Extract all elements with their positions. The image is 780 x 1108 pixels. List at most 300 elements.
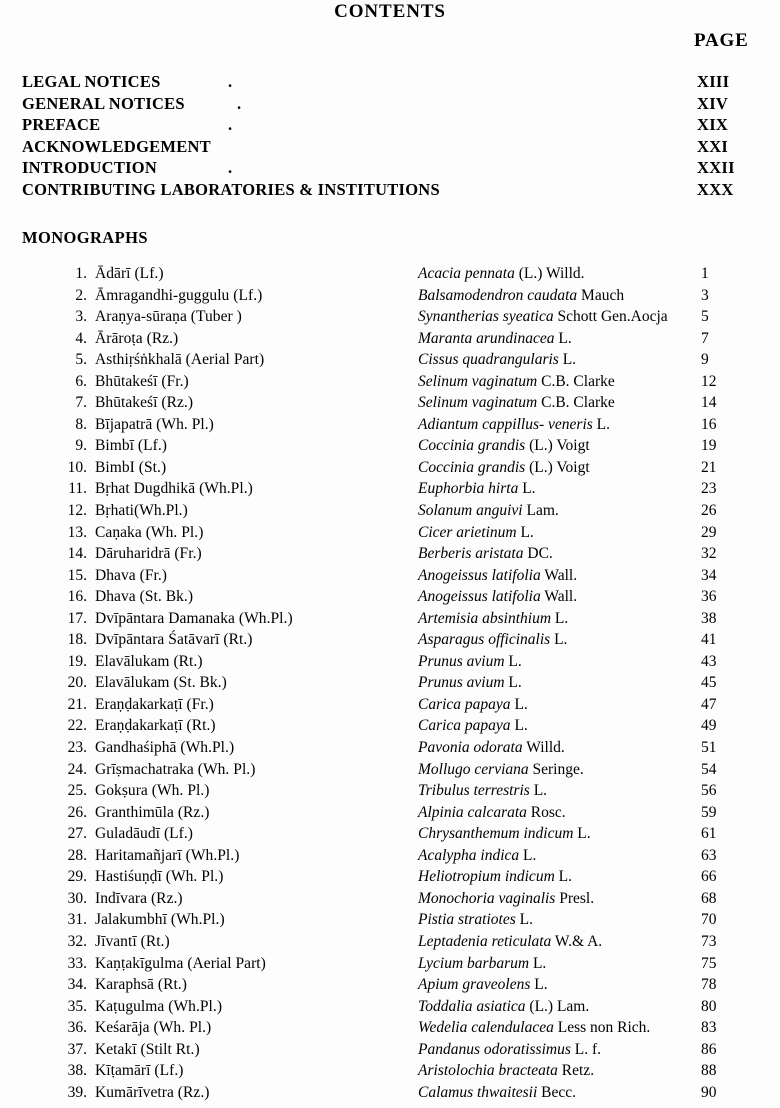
monograph-authority: L. [558,329,572,347]
monograph-page-number: 59 [701,803,717,821]
monograph-row[interactable] [0,330,780,352]
monograph-sanskrit-name: Ārāroṭa (Rz.) [95,329,179,347]
monograph-authority: L. [514,695,528,713]
monograph-authority: Rosc. [530,803,566,821]
monograph-binomial: Balsamodendron caudata [418,286,578,304]
monograph-sanskrit-name: Granthimūla (Rz.) [95,803,210,821]
monograph-index: 2. [75,286,87,304]
front-matter-label: PREFACE [22,115,101,135]
monograph-authority: L. [532,954,547,972]
front-matter-label: GENERAL NOTICES [22,93,185,113]
monograph-authority: Schott Gen.Aocja [557,308,668,326]
monograph-scientific-name [418,1041,601,1059]
monograph-index: 33. [67,954,87,972]
monograph-page-number: 47 [701,695,717,713]
monograph-scientific-name [418,502,559,520]
monograph-index: 32. [67,932,87,950]
monograph-index: 12. [67,502,87,520]
monograph-authority: L. [523,846,537,864]
front-matter-label: CONTRIBUTING LABORATORIES & INSTITUTIONS [22,179,440,199]
monograph-sanskrit-name: Bhūtakeśī (Rz.) [95,394,194,412]
front-matter-row[interactable] [22,137,762,159]
front-matter-page-number: XXII [697,158,735,178]
monograph-binomial: Pandanus odoratissimus [418,1040,571,1058]
monograph-binomial: Acalypha indica [418,846,520,864]
page-column-heading: PAGE [694,30,749,51]
monograph-sanskrit-name: Bṛhat Dugdhikā (Wh.Pl.) [95,480,253,498]
monograph-authority: L. [577,825,591,843]
monograph-binomial: Cicer arietinum [418,523,517,541]
monograph-page-number: 75 [701,954,717,972]
monograph-binomial: Aristolochia bracteata [418,1062,558,1080]
monograph-authority: L. [520,523,534,541]
monograph-scientific-name [418,265,585,283]
monographs-heading: MONOGRAPHS [22,228,148,247]
monograph-scientific-name [418,1019,650,1037]
monograph-scientific-name [418,1062,594,1080]
monograph-row[interactable] [0,868,780,890]
monograph-index: 24. [67,760,87,778]
monograph-binomial: Selinum vaginatum [418,372,538,390]
monograph-binomial: Lycium barbarum [418,954,530,972]
monograph-row[interactable] [0,696,780,718]
monograph-index: 35. [67,997,87,1015]
monograph-sanskrit-name: Araṇya-sūraṇa (Tuber ) [95,308,242,326]
monograph-authority: Becc. [541,1083,577,1101]
monograph-page-number: 29 [701,523,717,541]
monograph-index: 3. [75,308,87,326]
monograph-row[interactable] [0,588,780,610]
monograph-sanskrit-name: Grīṣmachatraka (Wh. Pl.) [95,760,256,778]
monograph-binomial: Alpinia calcarata [418,803,527,821]
monograph-scientific-name [418,524,534,542]
monograph-index: 9. [75,437,87,455]
monograph-binomial: Chrysanthemum indicum [418,825,574,843]
front-matter-row[interactable] [22,115,762,137]
page-title: CONTENTS [334,1,446,22]
monograph-authority: L. [558,868,572,886]
monograph-authority: L. [554,631,568,649]
monograph-row[interactable] [0,373,780,395]
monograph-scientific-name [418,847,536,865]
monograph-binomial: Anogeissus latifolia [418,566,541,584]
monograph-index: 21. [67,695,87,713]
monograph-sanskrit-name: Elavālukam (Rt.) [95,652,203,670]
monograph-index: 34. [67,976,87,994]
monograph-binomial: Euphorbia hirta [418,480,519,498]
leader-dot: . [228,72,233,91]
monograph-authority: L. [519,911,533,929]
monograph-index: 8. [75,415,87,433]
monograph-sanskrit-name: BimbI (St.) [95,458,167,476]
monograph-binomial: Wedelia calendulacea [418,1019,554,1037]
monograph-index: 26. [67,803,87,821]
monograph-sanskrit-name: Hastiśuṇḍī (Wh. Pl.) [95,868,224,886]
monograph-page-number: 34 [701,566,717,584]
monograph-authority: Mauch [581,286,625,304]
monograph-authority: Retz. [561,1062,595,1080]
monograph-binomial: Apium graveolens [418,976,531,994]
monograph-authority: L. [534,976,548,994]
monograph-sanskrit-name: Bījapatrā (Wh. Pl.) [95,415,214,433]
monograph-index: 13. [67,523,87,541]
monograph-page-number: 78 [701,976,717,994]
monograph-binomial: Coccinia grandis [418,437,526,455]
monograph-row[interactable] [0,416,780,438]
front-matter-row[interactable] [22,180,762,202]
leader-dot: . [237,93,242,113]
monograph-sanskrit-name: Karaphsā (Rt.) [95,976,187,994]
monograph-index: 25. [67,782,87,800]
monograph-authority: W.& A. [554,932,603,950]
monograph-authority: (L.) Willd. [518,265,585,282]
monograph-page-number: 66 [701,868,717,886]
monograph-row[interactable] [0,847,780,869]
monograph-binomial: Acacia pennata [418,265,515,282]
monograph-row[interactable] [0,739,780,761]
monograph-scientific-name [418,437,590,455]
monograph-sanskrit-name: Caṇaka (Wh. Pl.) [95,523,204,541]
monograph-authority: L. f. [574,1040,602,1058]
monograph-index: 16. [67,588,87,606]
monograph-row[interactable] [0,265,780,287]
monograph-row[interactable] [0,567,780,589]
monograph-sanskrit-name: Eraṇḍakarkaṭī (Fr.) [95,695,214,713]
monograph-binomial: Prunus avium [418,674,505,692]
monograph-page-number: 3 [701,286,709,304]
monograph-page-number: 68 [701,889,717,907]
monograph-page-number: 73 [701,932,717,950]
monograph-row[interactable] [0,804,780,826]
monograph-page-number: 49 [701,717,717,735]
monograph-scientific-name [418,287,624,305]
front-matter-list [22,72,762,202]
monograph-index: 29. [67,868,87,886]
monograph-scientific-name [418,416,610,434]
monograph-page-number: 26 [701,502,717,520]
monograph-page-number: 9 [701,351,709,369]
monograph-authority: L. [522,480,536,498]
front-matter-label: ACKNOWLEDGEMENT [22,136,211,156]
monograph-index: 22. [67,717,87,735]
monograph-scientific-name [418,782,547,800]
monograph-index: 28. [67,846,87,864]
monograph-index: 11. [68,480,87,498]
monograph-index: 38. [67,1062,87,1080]
front-matter-page-number: XIII [697,72,730,91]
monograph-page-number: 90 [701,1083,717,1101]
monograph-index: 18. [67,631,87,649]
monograph-binomial: Calamus thwaitesii [418,1083,538,1101]
monograph-row[interactable] [0,308,780,330]
monograph-row[interactable] [0,1041,780,1063]
monograph-authority: Willd. [526,739,565,757]
monograph-scientific-name [418,717,528,735]
monograph-binomial: Heliotropium indicum [418,868,555,886]
monograph-authority: L. [508,674,522,692]
monograph-authority: Wall. [544,588,578,606]
monograph-row[interactable] [0,545,780,567]
monograph-authority: Less non Rich. [557,1019,651,1037]
monograph-authority: L. [533,782,548,800]
monograph-sanskrit-name: Dāruharidrā (Fr.) [95,545,202,563]
monograph-row[interactable] [0,631,780,653]
monograph-binomial: Artemisia absinthium [418,609,552,627]
monograph-binomial: Cissus quadrangularis [418,351,559,369]
monograph-authority: L. [508,652,522,670]
monograph-binomial: Asparagus officinalis [418,631,551,649]
monograph-row[interactable] [0,717,780,739]
monograph-row[interactable] [0,976,780,998]
monograph-sanskrit-name: Dhava (Fr.) [95,566,168,584]
monograph-page-number: 7 [701,329,709,347]
monograph-scientific-name [418,674,522,692]
front-matter-row[interactable] [22,158,762,180]
monograph-row[interactable] [0,653,780,675]
monograph-binomial: Leptadenia reticulata [418,932,552,950]
monograph-authority: (L.) Voigt [529,437,590,455]
monograph-sanskrit-name: Ādārī (Lf.) [95,265,164,282]
monograph-page-number: 56 [701,782,717,800]
monograph-scientific-name [418,933,602,951]
monograph-sanskrit-name: Kumārīvetra (Rz.) [95,1083,210,1101]
monograph-binomial: Toddalia asiatica [418,997,526,1015]
monograph-page-number: 36 [701,588,717,606]
monograph-binomial: Synantherias syeatica [418,308,554,326]
monograph-index: 6. [75,372,87,390]
monograph-authority: L. [562,351,577,369]
monograph-sanskrit-name: Dhava (St. Bk.) [95,588,194,606]
monograph-scientific-name [418,610,568,628]
monograph-binomial: Pavonia odorata [418,739,523,757]
monograph-index: 23. [67,739,87,757]
front-matter-label: INTRODUCTION [22,158,158,178]
monograph-page-number: 14 [701,394,717,412]
monograph-sanskrit-name: Jīvantī (Rt.) [95,932,170,950]
monograph-authority: Presl. [559,889,595,907]
monograph-page-number: 63 [701,846,717,864]
front-matter-page-number: XIX [697,115,729,135]
monograph-row[interactable] [0,1062,780,1084]
monograph-authority: Seringe. [532,760,584,778]
monograph-authority: C.B. Clarke [541,372,615,390]
monograph-scientific-name [418,998,589,1016]
monograph-scientific-name [418,761,584,779]
monograph-scientific-name [418,588,577,606]
monograph-scientific-name [418,739,565,757]
monograph-row[interactable] [0,998,780,1020]
monograph-page-number: 54 [701,760,717,778]
monograph-scientific-name [418,373,615,391]
monograph-row[interactable] [0,502,780,524]
monograph-scientific-name [418,480,536,498]
monograph-row[interactable] [0,459,780,481]
monograph-scientific-name [418,567,577,585]
monograph-index: 37. [67,1040,87,1058]
monograph-scientific-name [418,911,533,929]
monograph-sanskrit-name: Gokṣura (Wh. Pl.) [95,782,210,800]
monograph-page-number: 83 [701,1019,717,1037]
monograph-page-number: 70 [701,911,717,929]
monograph-scientific-name [418,330,572,348]
monograph-index: 15. [67,566,87,584]
monograph-binomial: Adiantum cappillus- veneris [418,415,593,433]
monograph-sanskrit-name: Bimbī (Lf.) [95,437,168,455]
monograph-sanskrit-name: Bhūtakeśī (Fr.) [95,372,189,390]
monograph-sanskrit-name: Dvīpāntara Damanaka (Wh.Pl.) [95,609,293,627]
monograph-authority: C.B. Clarke [541,394,615,412]
monograph-binomial: Carica papaya [418,717,511,735]
front-matter-page-number: XXI [697,136,729,156]
monograph-page-number: 43 [701,652,717,670]
monograph-binomial: Monochoria vaginalis [418,889,556,907]
monograph-authority: (L.) Voigt [529,458,590,476]
monograph-sanskrit-name: Haritamañjarī (Wh.Pl.) [95,846,240,864]
monograph-page-number: 5 [701,308,709,326]
monograph-sanskrit-name: Kaṭugulma (Wh.Pl.) [95,997,223,1015]
monograph-authority: L. [514,717,528,735]
monograph-scientific-name [418,976,548,994]
monograph-page-number: 80 [701,997,717,1015]
front-matter-page-number: XIV [697,93,729,113]
monograph-page-number: 21 [701,458,717,476]
monograph-row[interactable] [0,933,780,955]
monograph-list [0,265,780,1105]
monograph-scientific-name [418,1084,576,1102]
monograph-sanskrit-name: Keśarāja (Wh. Pl.) [95,1019,212,1037]
monograph-row[interactable] [0,287,780,309]
monograph-row[interactable] [0,480,780,502]
monograph-page-number: 12 [701,372,717,390]
monograph-sanskrit-name: Kīṭamārī (Lf.) [95,1062,184,1080]
monograph-binomial: Carica papaya [418,695,511,713]
monograph-binomial: Selinum vaginatum [418,394,538,412]
monograph-scientific-name [418,308,668,326]
monograph-sanskrit-name: Indīvara (Rz.) [95,889,183,907]
monograph-page-number: 23 [701,480,717,498]
monograph-binomial: Anogeissus latifolia [418,588,541,606]
monograph-page-number: 16 [701,415,717,433]
monograph-row[interactable] [0,674,780,696]
monograph-authority: L. [596,415,610,433]
monograph-authority: DC. [527,545,553,563]
monograph-binomial: Solanum anguivi [418,502,523,520]
monograph-sanskrit-name: Bṛhati(Wh.Pl.) [95,502,188,520]
monograph-page-number: 1 [701,265,709,282]
front-matter-row[interactable] [22,72,762,94]
monograph-scientific-name [418,653,522,671]
monograph-binomial: Maranta arundinacea [418,329,555,347]
monograph-scientific-name [418,868,572,886]
monograph-index: 14. [67,545,87,563]
monograph-scientific-name [418,459,590,477]
monograph-index: 20. [67,674,87,692]
monograph-page-number: 88 [701,1062,717,1080]
monograph-scientific-name [418,825,591,843]
monograph-scientific-name [418,545,553,563]
monograph-row[interactable] [0,782,780,804]
front-matter-label: LEGAL NOTICES [22,72,161,91]
monograph-binomial: Tribulus terrestris [418,782,530,800]
monograph-index: 19. [67,652,87,670]
monograph-row[interactable] [0,437,780,459]
monograph-sanskrit-name: Ketakī (Stilt Rt.) [95,1040,200,1058]
monograph-index: 17. [67,609,87,627]
monograph-scientific-name [418,394,615,412]
monograph-scientific-name [418,696,528,714]
front-matter-page-number: XXX [697,179,734,199]
monograph-scientific-name [418,351,576,369]
monograph-page-number: 51 [701,739,717,757]
monograph-binomial: Mollugo cerviana [418,760,529,778]
monograph-binomial: Pistia stratiotes [418,911,516,929]
monograph-index: 36. [67,1019,87,1037]
monograph-sanskrit-name: Āmragandhi-guggulu (Lf.) [95,286,263,304]
monograph-scientific-name [418,804,566,822]
monograph-row[interactable] [0,351,780,373]
monograph-binomial: Coccinia grandis [418,458,526,476]
leader-dot: . [228,115,233,135]
monograph-row[interactable] [0,394,780,416]
monograph-authority: Wall. [544,566,578,584]
monograph-index: 30. [67,889,87,907]
monograph-sanskrit-name: Guladāudī (Lf.) [95,825,194,843]
monograph-page-number: 61 [701,825,717,843]
monograph-index: 5. [75,351,87,369]
monograph-row[interactable] [0,610,780,632]
monograph-page-number: 41 [701,631,717,649]
monograph-authority: L. [554,609,569,627]
monograph-index: 31. [67,911,87,929]
monograph-page-number: 32 [701,545,717,563]
monograph-sanskrit-name: Elavālukam (St. Bk.) [95,674,227,692]
monograph-row[interactable] [0,890,780,912]
monograph-row[interactable] [0,911,780,933]
monograph-page-number: 45 [701,674,717,692]
monograph-scientific-name [418,631,567,649]
monograph-row[interactable] [0,955,780,977]
monograph-row[interactable] [0,1084,780,1106]
monograph-row[interactable] [0,1019,780,1041]
leader-dot: . [228,158,233,178]
monograph-authority: Lam. [526,502,559,520]
monograph-index: 4. [75,329,87,347]
monograph-sanskrit-name: Asthiṛśṅkhalā (Aerial Part) [95,351,265,369]
monograph-row[interactable] [0,524,780,546]
monograph-index: 27. [67,825,87,843]
monograph-scientific-name [418,955,546,973]
monograph-sanskrit-name: Dvīpāntara Śatāvarī (Rt.) [95,631,253,649]
monograph-row[interactable] [0,761,780,783]
monograph-authority: (L.) Lam. [529,997,590,1015]
monograph-sanskrit-name: Jalakumbhī (Wh.Pl.) [95,911,225,929]
monograph-index: 10. [67,458,87,476]
front-matter-row[interactable] [22,94,762,116]
monograph-binomial: Berberis aristata [418,545,524,563]
monograph-sanskrit-name: Gandhaśiphā (Wh.Pl.) [95,739,235,757]
monograph-page-number: 38 [701,609,717,627]
monograph-sanskrit-name: Eraṇḍakarkaṭī (Rt.) [95,717,216,735]
monograph-scientific-name [418,890,594,908]
monograph-page-number: 86 [701,1040,717,1058]
monograph-index: 39. [67,1083,87,1101]
monograph-page-number: 19 [701,437,717,455]
monograph-index: 7. [75,394,87,412]
monograph-sanskrit-name: Kaṇṭakīgulma (Aerial Part) [95,954,266,972]
monograph-row[interactable] [0,825,780,847]
monograph-binomial: Prunus avium [418,652,505,670]
monograph-index: 1. [75,265,87,282]
